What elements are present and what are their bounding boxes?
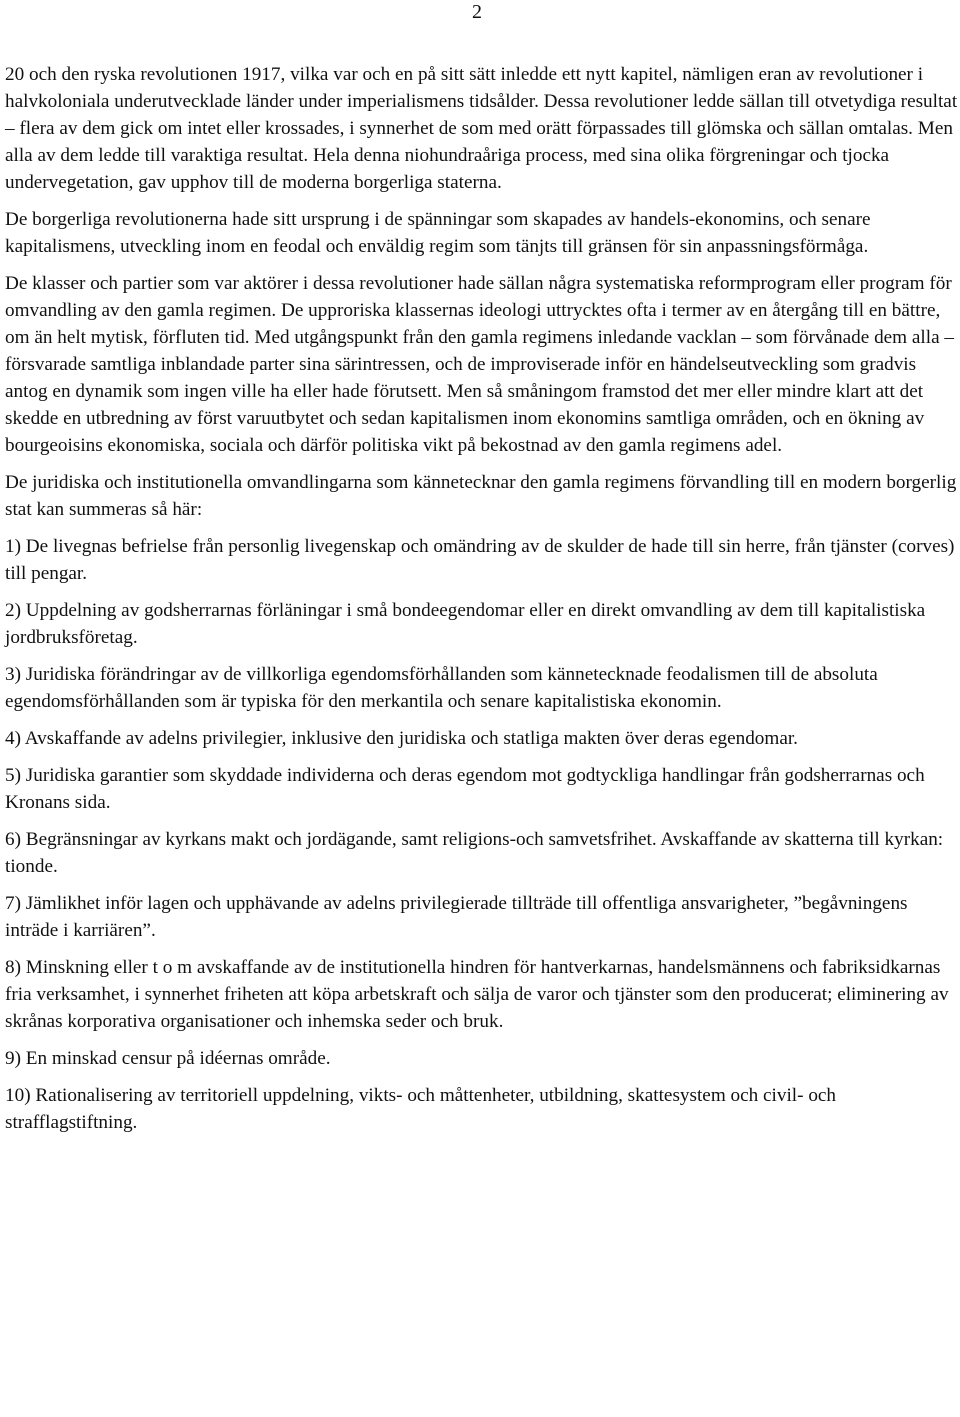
document-body (5, 61, 958, 1146)
paragraph-classes: De klasser och partier som var aktörer i dessa revolutioner hade sällan några systematiska reformprogram eller program för omvandling av den gamla regimen. De upproriska klassernas ideologi uttrycktes ofta i termer av en återgång till en bättre, om än helt mytisk, förfluten tid. Med utgångspunkt från den gamla regimens inledande vacklan – som förvånade dem alla – försvarade samtliga inblandade parter sina särintressen, och de improviserade inför en händelseutveckling som gradvis antog en dynamik som ingen ville ha eller hade förutsett. Men så småningom framstod det mer eller mindre klart att det skedde en utbredning av först varuutbytet och sedan kapitalismen inom ekonomins samtliga områden, och en ökning av bourgeoisins ekonomiska, sociala och därför politiska vikt på bekostnad av den gamla regimens adel. (5, 273, 954, 456)
paragraph-summary-intro: De juridiska och institutionella omvandlingarna som kännetecknar den gamla regimens förvandling till en modern borgerlig stat kan summeras så här: (5, 472, 957, 520)
list-item-8: 8) Minskning eller t o m avskaffande av de institutionella hindren för hantverkarnas, handelsmännens och fabriksidkarnas fria verksamhet, i synnerhet friheten att köpa arbetskraft och sälja de varor och tjänster som den producerat; eliminering av skrånas korporativa organisationer och inhemska seder och bruk. (5, 957, 949, 1032)
paragraph-intro: 20 och den ryska revolutionen 1917, vilka var och en på sitt sätt inledde ett nytt kapitel, nämligen eran av revolutioner i halvkoloniala underutvecklade länder under imperialismens tidsålder. Dessa revolutioner ledde sällan till otvetydiga resultat – flera av dem gick om intet eller krossades, i synnerhet de som med orätt förpassades till glömska och sällan omtalas. Men alla av dem ledde till varaktiga resultat. Hela denna niohundraåriga process, med sina olika förgreningar och tjocka undervegetation, gav upphov till de moderna borgerliga staterna. (5, 64, 958, 193)
list-item-7: 7) Jämlikhet inför lagen och upphävande av adelns privilegierade tillträde till offentliga ansvarigheter, ”begåvningens inträde i karriären”. (5, 893, 908, 941)
page-number: 2 (472, 1, 482, 23)
list-item-4: 4) Avskaffande av adelns privilegier, inklusive den juridiska och statliga makten över deras egendomar. (5, 728, 798, 749)
paragraph-origins: De borgerliga revolutionerna hade sitt ursprung i de spänningar som skapades av handels-ekonomins, och senare kapitalismens, utveckling inom en feodal och enväldig regim som tänjts till gränsen för sin anpassningsförmåga. (5, 209, 871, 257)
list-item-9: 9) En minskad censur på idéernas område. (5, 1048, 331, 1069)
list-item-10: 10) Rationalisering av territoriell uppdelning, vikts- och måttenheter, utbildning, skattesystem och civil- och strafflagstiftning. (5, 1085, 837, 1133)
list-item-6: 6) Begränsningar av kyrkans makt och jordägande, samt religions-och samvetsfrihet. Avskaffande av skatterna till kyrkan: tionde. (5, 829, 944, 877)
list-item-5: 5) Juridiska garantier som skyddade individerna och deras egendom mot godtyckliga handlingar från godsherrarnas och Kronans sida. (5, 765, 925, 813)
list-item-1: 1) De livegnas befrielse från personlig livegenskap och omändring av de skulder de hade till sin herre, från tjänster (corves) till pengar. (5, 536, 955, 584)
list-item-3: 3) Juridiska förändringar av de villkorliga egendomsförhållanden som kännetecknade feodalismen till de absoluta egendomsförhållanden som är typiska för den merkantila och senare kapitalistiska ekonomin. (5, 664, 878, 712)
list-item-2: 2) Uppdelning av godsherrarnas förläningar i små bondeegendomar eller en direkt omvandling av dem till kapitalistiska jordbruksföretag. (5, 600, 926, 648)
